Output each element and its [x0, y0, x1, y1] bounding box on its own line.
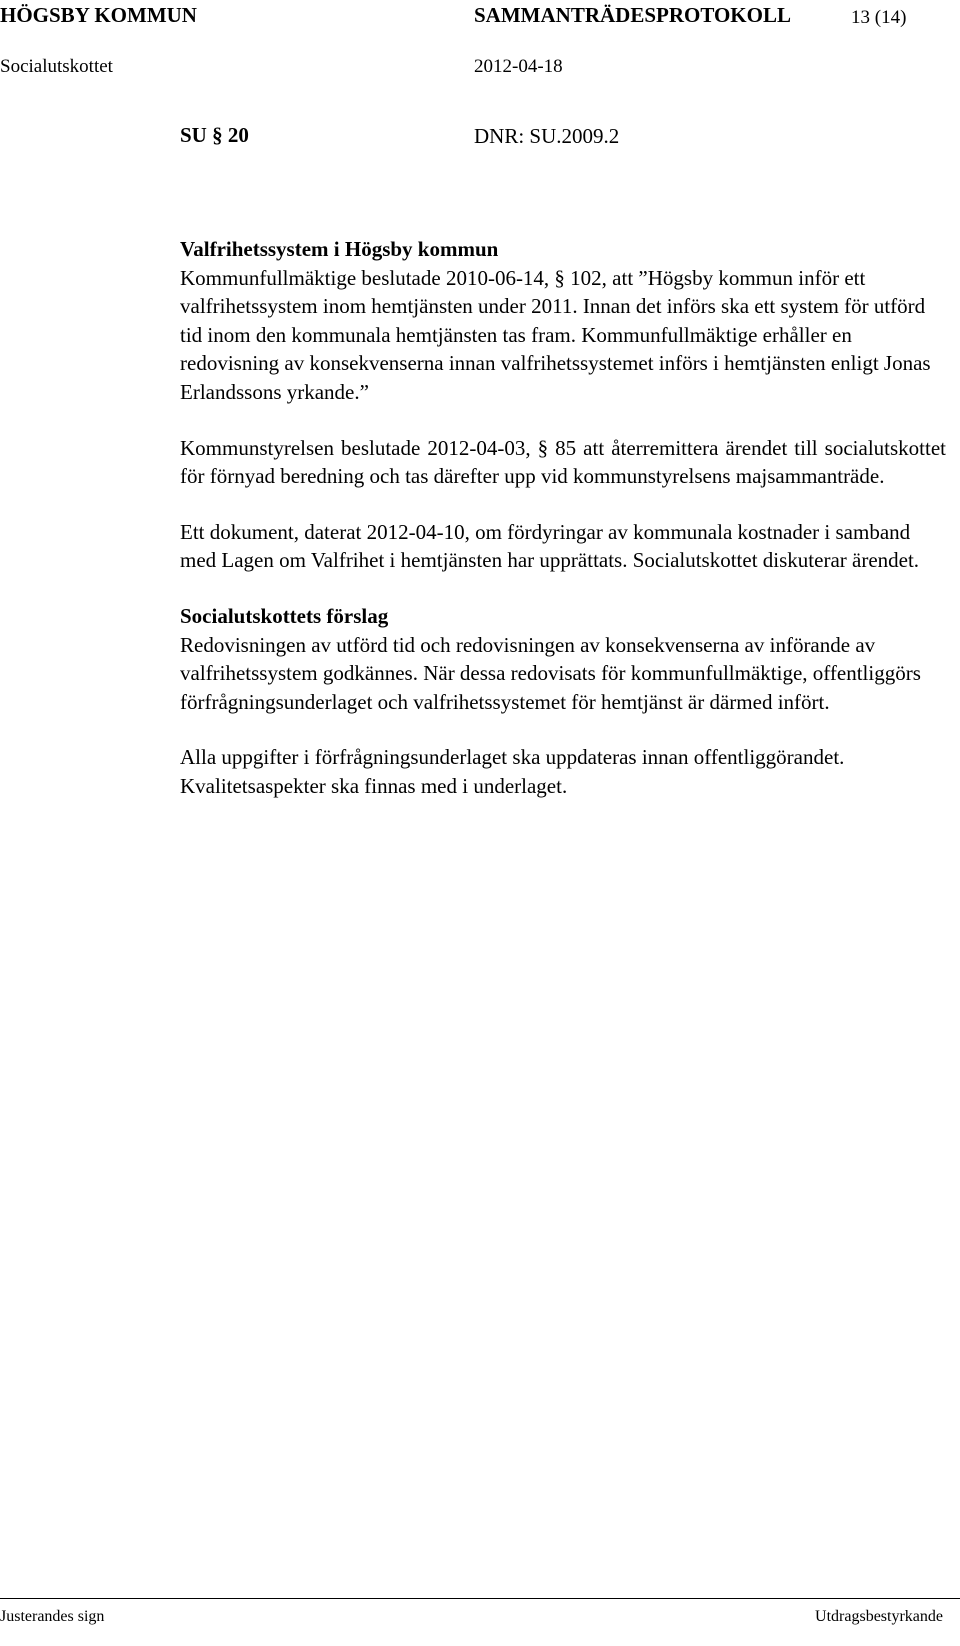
committee-name: Socialutskottet: [0, 56, 113, 77]
footer-certification-label: Utdragsbestyrkande: [815, 1608, 943, 1625]
paragraph-referral: Kommunstyrelsen beslutade 2012-04-03, § 85 att återremittera ärendet till socialutskottet för förnyad beredning och tas därefter upp vid kommunstyrelsens majsammanträde.: [180, 435, 946, 489]
paragraph-background: Kommunfullmäktige beslutade 2010-06-14, § 102, att ”Högsby kommun inför ett valfrihetssystem inom hemtjänsten under 2011. Innan det införs ska ett system för utförd tid inom den kommunala hemtjänsten tas fram. Kommunfullmäktige erhåller en redovisning av konsekvenserna innan valfrihetssystemet införs i hemtjänsten enligt Jonas Erlandssons yrkande.”: [180, 265, 931, 404]
paragraph-update: Alla uppgifter i förfrågningsunderlaget ska uppdateras innan offentliggörandet. Kvalitetsaspekter ska finnas med i underlaget.: [180, 745, 845, 798]
section-title: Valfrihetssystem i Högsby kommun: [180, 237, 499, 261]
footer-divider: [0, 1598, 960, 1599]
page-number: 13 (14): [851, 7, 907, 28]
document-type: SAMMANTRÄDESPROTOKOLL: [474, 3, 791, 27]
paragraph-proposal: Redovisningen av utförd tid och redovisningen av konsekvenserna av införande av valfrihetssystem godkännes. När dessa redovisats för kommunfullmäktige, offentliggörs förfrågningsunderlaget och valfrihetssystemet för hemtjänst är därmed infört.: [180, 632, 921, 714]
meeting-date: 2012-04-18: [474, 56, 563, 77]
proposal-heading: Socialutskottets förslag: [180, 603, 389, 628]
organization-name: HÖGSBY KOMMUN: [0, 3, 197, 27]
paragraph-document: Ett dokument, daterat 2012-04-10, om fördyringar av kommunala kostnader i samband med Lagen om Valfrihet i hemtjänsten har upprättats. Socialutskottet diskuterar ärendet.: [180, 519, 920, 573]
registration-number: DNR: SU.2009.2: [474, 124, 620, 148]
footer-signature-label: Justerandes sign: [0, 1608, 105, 1625]
document-body: [180, 235, 946, 801]
case-number: SU § 20: [180, 123, 249, 147]
